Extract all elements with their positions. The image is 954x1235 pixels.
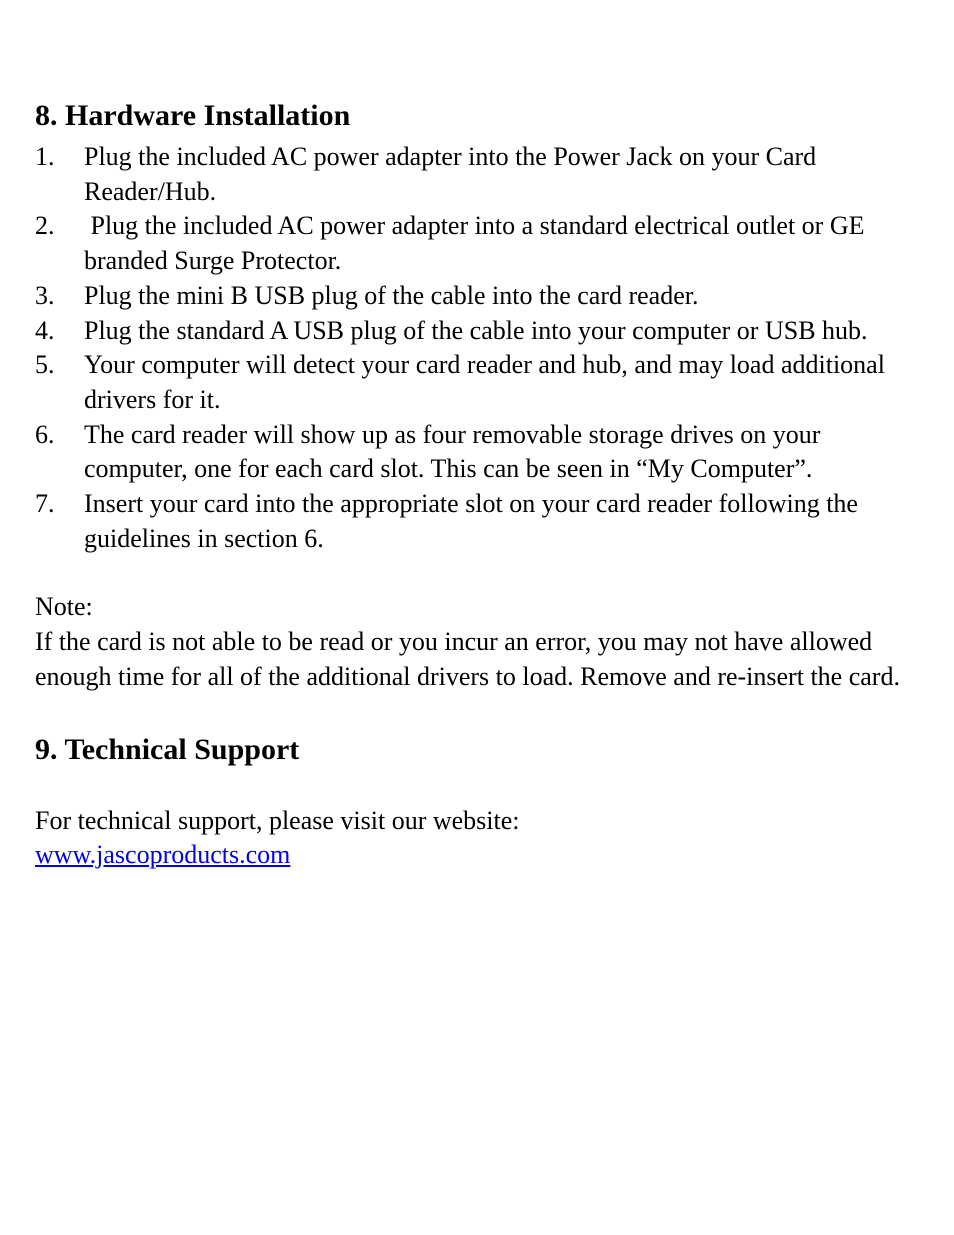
support-text: For technical support, please visit our website: (35, 805, 520, 835)
support-link-line (35, 838, 925, 873)
step-number: 5. (35, 350, 55, 380)
step-text: Plug the mini B USB plug of the cable into the card reader. (84, 280, 699, 310)
list-item (35, 314, 925, 349)
step-text: Insert your card into the appropriate slot on your card reader following the guidelines in section 6. (84, 489, 858, 553)
list-item (35, 209, 925, 278)
document-page (35, 96, 925, 873)
support-block (35, 804, 925, 873)
note-label: Note: (35, 592, 93, 622)
list-item (35, 487, 925, 556)
note-text: If the card is not able to be read or you incur an error, you may not have allowed enough time for all of the additional drivers to load. Remove and re-insert the card. (35, 627, 900, 691)
section-title-hardware-installation: 8. Hardware Installation (35, 99, 351, 132)
step-text: Plug the included AC power adapter into the Power Jack on your Card Reader/Hub. (84, 142, 817, 206)
step-text: Your computer will detect your card reader and hub, and may load additional drivers for it. (84, 350, 885, 414)
list-item (35, 418, 925, 487)
note-block (35, 590, 925, 694)
list-item (35, 348, 925, 417)
list-item (35, 140, 925, 209)
list-item (35, 279, 925, 314)
step-number: 1. (35, 142, 55, 171)
step-number: 2. (35, 211, 55, 241)
step-number: 4. (35, 315, 55, 345)
section-title-technical-support: 9. Technical Support (35, 732, 300, 766)
step-text: The card reader will show up as four removable storage drives on your computer, one for each card slot. This can be seen in “My Computer”. (84, 419, 821, 484)
step-number: 3. (35, 280, 55, 310)
step-number: 6. (35, 419, 55, 449)
step-text: Plug the standard A USB plug of the cable into your computer or USB hub. (84, 315, 868, 345)
step-number: 7. (35, 489, 55, 519)
website-link[interactable]: www.jascoproducts.com (35, 840, 291, 870)
step-text: Plug the included AC power adapter into a standard electrical outlet or GE branded Surge Protector. (84, 211, 871, 276)
installation-steps-list (35, 140, 925, 556)
